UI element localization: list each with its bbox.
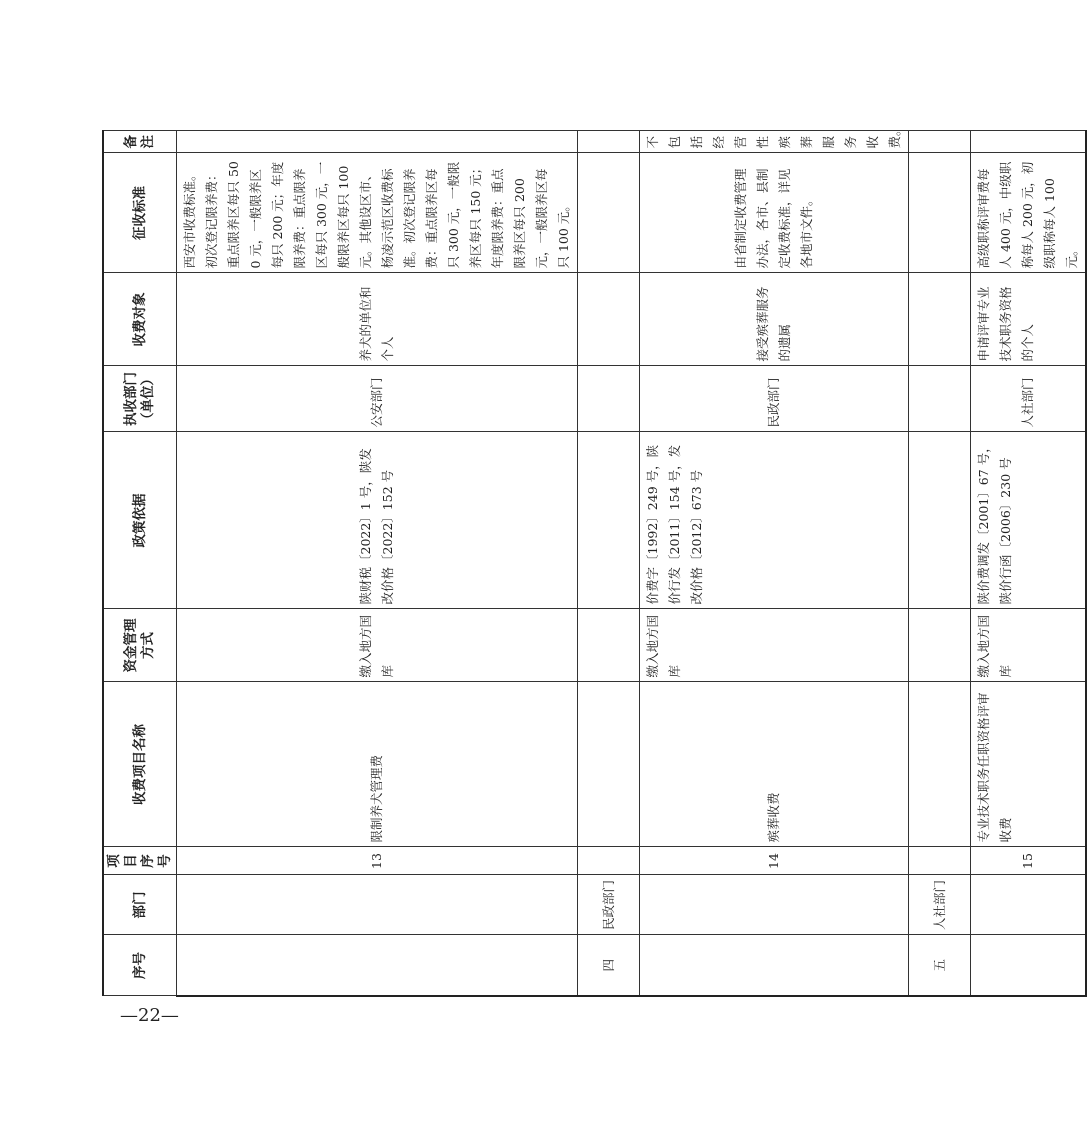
row-standard [578,153,640,273]
fee-table [102,121,1087,998]
row-item-no [909,847,971,875]
header-target: 收费对象 [103,273,177,366]
row-dept: 人社部门 [909,875,971,935]
row-item-no: 15 [971,847,1087,875]
row-fund-mgmt [578,609,640,682]
row-collector [909,366,971,432]
row-policy [909,432,971,609]
header-remark: 备 注 [103,131,177,153]
table-header-row [103,131,177,996]
row-target: 养犬的单位和个人 [177,273,578,366]
row-target [578,273,640,366]
row-standard [909,153,971,273]
table-row [177,131,578,996]
row-remark [971,131,1087,153]
row-item-no: 13 [177,847,578,875]
header-item-no: 项目序号 [103,847,177,875]
row-target: 申请评审专业技术职务资格的个人 [971,273,1087,366]
row-standard: 由省制定收费管理办法，各市、县制定收费标准，详见各地市文件。 [640,153,909,273]
row-standard: 西安市收费标准。初次登记限养费：重点限养区每只 500 元，一般限养区每只 200 元；年度限养费：重点限养区每只 300 元，一般限养区每只 100 元。其他设区市、杨凌示范区收费标准。初次登记限养费：重点限养区每只 300 元，一般限养区每只 150 元；年度限养费：重点限养区每只 200 元，一般限养区每只 100 元。 [177,153,578,273]
row-policy: 陕价费调发〔2001〕67 号，陕价行函〔2006〕230 号 [971,432,1087,609]
row-item-name [578,682,640,847]
row-dept [177,875,578,935]
row-standard: 高级职称评审费每人 400 元，中级职称每人 200 元，初级职称每人 100 元。 [971,153,1087,273]
header-item-name: 收费项目名称 [103,682,177,847]
header-standard: 征收标准 [103,153,177,273]
header-fund-mgmt: 资金管理方式 [103,609,177,682]
row-collector: 人社部门 [971,366,1087,432]
table-row [971,131,1087,996]
row-policy: 价费字〔1992〕249 号，陕价行发〔2011〕154 号，发改价格〔2012〕673 号 [640,432,909,609]
row-item-name: 专业技术职务任职资格评审收费 [971,682,1087,847]
row-seq [177,935,578,996]
row-seq [971,935,1087,996]
header-collector: 执收部门（单位） [103,366,177,432]
header-policy: 政策依据 [103,432,177,609]
row-remark: 不包括经营性殡葬服务收费。 [640,131,909,153]
row-remark [909,131,971,153]
row-fund-mgmt: 缴入地方国库 [177,609,578,682]
row-collector: 公安部门 [177,366,578,432]
row-fund-mgmt: 缴入地方国库 [971,609,1087,682]
row-item-name: 殡葬收费 [640,682,909,847]
row-remark [578,131,640,153]
row-seq: 五 [909,935,971,996]
row-target [909,273,971,366]
rotated-table-wrapper [102,121,1079,997]
row-item-name [909,682,971,847]
table-row [640,131,909,996]
row-policy: 陕财税〔2022〕1 号，陕发改价格〔2022〕152 号 [177,432,578,609]
row-item-no [578,847,640,875]
row-seq: 四 [578,935,640,996]
row-dept: 民政部门 [578,875,640,935]
row-policy [578,432,640,609]
row-target: 接受殡葬服务的遗属 [640,273,909,366]
header-dept: 部门 [103,875,177,935]
row-item-name: 限制养犬管理费 [177,682,578,847]
row-dept [971,875,1087,935]
row-fund-mgmt [909,609,971,682]
row-remark [177,131,578,153]
row-seq [640,935,909,996]
header-seq: 序号 [103,935,177,996]
table-row [909,131,971,996]
row-item-no: 14 [640,847,909,875]
table-row [578,131,640,996]
page-number: —22— [120,1005,179,1026]
row-dept [640,875,909,935]
row-fund-mgmt: 缴入地方国库 [640,609,909,682]
row-collector [578,366,640,432]
row-collector: 民政部门 [640,366,909,432]
